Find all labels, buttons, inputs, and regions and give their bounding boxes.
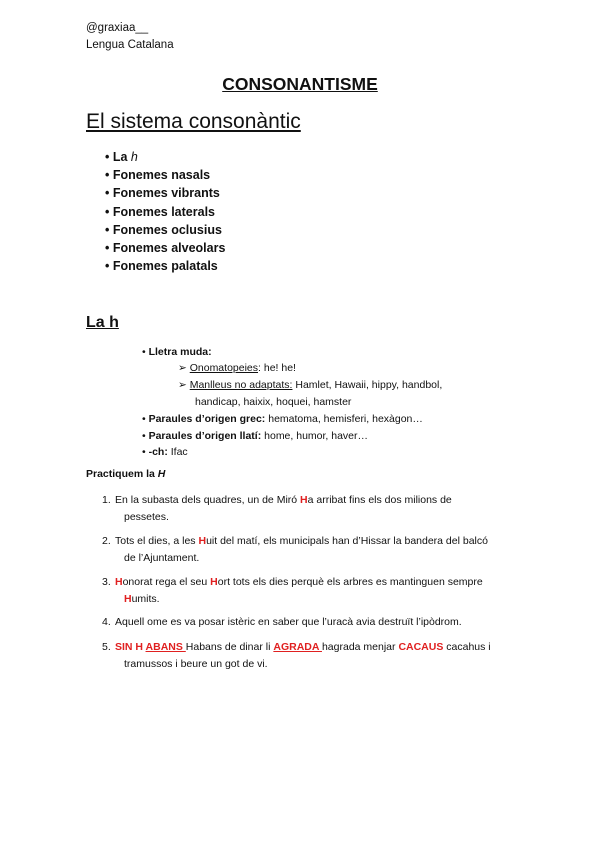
author-handle: @graxiaa__ <box>86 22 149 34</box>
list-item-label: La <box>112 150 131 164</box>
section-title: El sistema consonàntic <box>86 110 301 133</box>
exercise-text-continued: tramussos i beure un got de vi. <box>124 658 268 670</box>
rule-manlleus-continued: handicap, haixix, hoquei, hamster <box>195 396 352 408</box>
exercise-text-continued: de l’Ajuntament. <box>124 552 200 564</box>
exercise-text: Honorat rega el seu Hort tots els dies perquè els arbres es mantinguen sempre <box>115 576 483 588</box>
rule-manlleus: ➢ Manlleus no adaptats: Hamlet, Hawaii, hippy, handbol, <box>178 379 443 391</box>
rule-text: home, humor, haver… <box>261 430 369 442</box>
rule-ch: • -ch: Ifac <box>142 446 188 458</box>
rule-text: : he! he! <box>258 362 296 374</box>
list-item <box>105 148 225 166</box>
practice-label: Practiquem la <box>86 468 158 480</box>
rule-lletra-muda: • Lletra muda: <box>142 346 212 358</box>
rule-text: Hamlet, Hawaii, hippy, handbol, <box>292 379 443 391</box>
exercise-text: Aquell ome es va posar istèric en saber que l’uracà avia destruït l’ipòdrom. <box>115 616 462 628</box>
rule-text: Ifac <box>167 446 188 458</box>
practice-heading <box>86 468 165 480</box>
exercise-text: Tots el dies, a les Huit del matí, els municipals han d’Hissar la bandera del balcó <box>115 535 488 547</box>
list-item: • Fonemes vibrants <box>105 184 225 202</box>
h-section-title: La h <box>86 314 119 331</box>
rule-label: Lletra muda: <box>148 346 212 358</box>
rule-sublabel: Manlleus no adaptats: <box>189 379 293 391</box>
exercise-number: 1. <box>102 494 111 506</box>
rule-label: Paraules d’origen llatí: <box>148 430 262 442</box>
rule-llati: • Paraules d’origen llatí: home, humor, haver… <box>142 430 369 442</box>
exercise-item-2 <box>102 533 512 567</box>
list-item: • Fonemes oclusius <box>105 221 225 239</box>
practice-italic: H <box>157 468 166 480</box>
list-item: • Fonemes laterals <box>105 203 225 221</box>
exercise-number: 4. <box>102 616 111 628</box>
list-item: • Fonemes alveolars <box>105 239 225 257</box>
rule-grec: • Paraules d’origen grec: hematoma, hemisferi, hexàgon… <box>142 413 423 425</box>
rule-sublabel: Onomatopeies <box>189 362 259 374</box>
subject-label: Lengua Catalana <box>86 39 174 51</box>
exercise-text: En la subasta dels quadres, un de Miró Ha arribat fins els dos milions de <box>115 494 452 506</box>
exercise-item-1 <box>102 492 512 526</box>
exercise-item-4 <box>102 614 512 631</box>
rule-text: hematoma, hemisferi, hexàgon… <box>265 413 423 425</box>
exercise-text: SIN H ABANS Habans de dinar li AGRADA hagrada menjar CACAUS cacahus i <box>115 641 491 653</box>
exercise-number: 2. <box>102 535 111 547</box>
exercise-text-continued: pessetes. <box>124 511 169 523</box>
exercise-number: 5. <box>102 641 111 653</box>
rule-label: Paraules d’origen grec: <box>148 413 266 425</box>
exercise-item-3 <box>102 574 512 608</box>
list-item: • Fonemes palatals <box>105 257 225 275</box>
rule-onomatopeies: ➢ Onomatopeies: he! he! <box>178 362 296 374</box>
list-item: • Fonemes nasals <box>105 166 225 184</box>
topics-list <box>105 148 225 275</box>
exercise-item-5 <box>102 639 512 673</box>
page-header <box>86 20 174 54</box>
rule-label: -ch: <box>148 446 168 458</box>
exercise-text-continued: Humits. <box>124 593 160 605</box>
list-item-italic: h <box>130 150 138 164</box>
exercise-number: 3. <box>102 576 111 588</box>
document-title: CONSONANTISME <box>222 74 378 94</box>
